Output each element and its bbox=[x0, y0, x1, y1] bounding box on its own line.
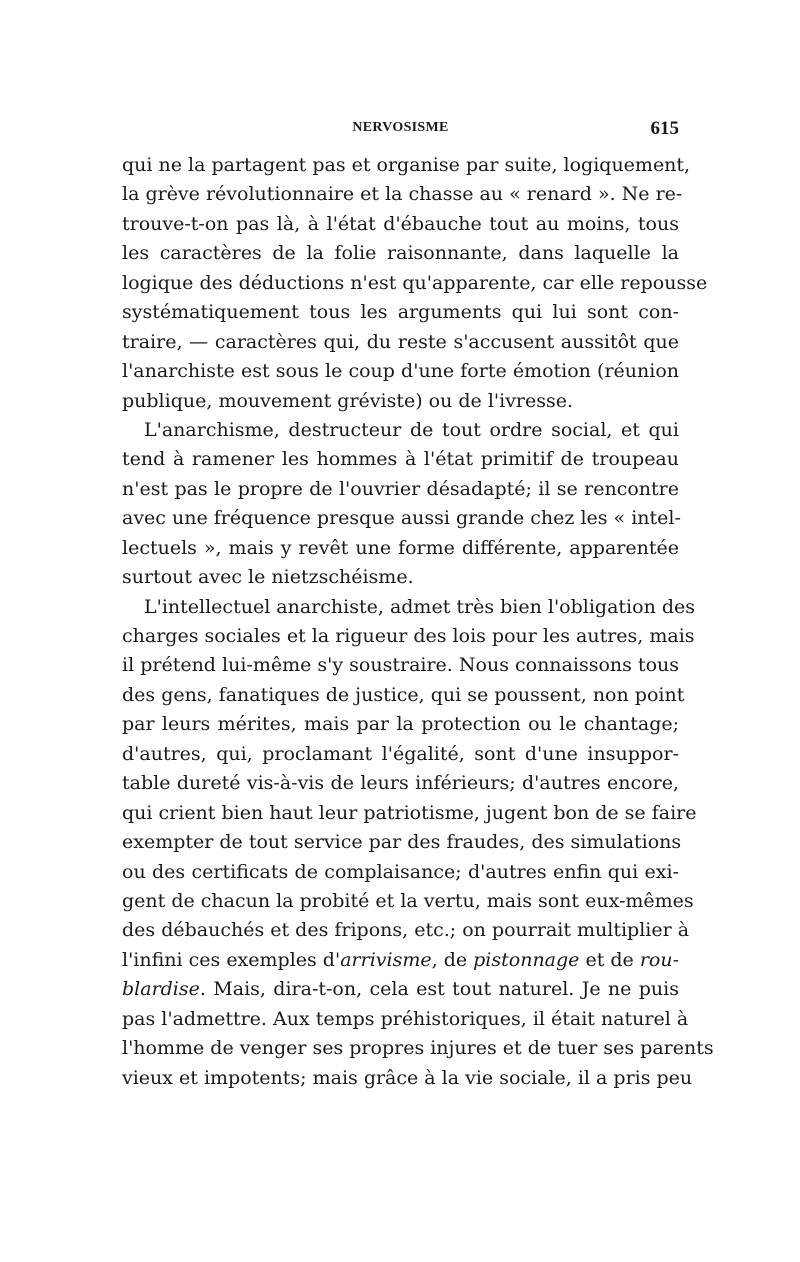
text-line bbox=[122, 593, 696, 622]
text-line bbox=[122, 357, 679, 386]
text-line bbox=[122, 887, 694, 916]
text-run: tend à ramener les hommes à l'état primitif de troupeau bbox=[122, 448, 679, 471]
text-line bbox=[122, 681, 685, 710]
text-run: trouve-t-on pas là, à l'état d'ébauche tout au moins, tous bbox=[122, 212, 679, 235]
text-line bbox=[122, 916, 690, 945]
text-line bbox=[122, 1064, 693, 1093]
text-run: avec une fréquence presque aussi grande chez les « intel- bbox=[122, 507, 681, 530]
text-run: ou des certificats de complaisance; d'autres enfin qui exi- bbox=[122, 860, 679, 883]
text-run: il prétend lui-même s'y soustraire. Nous connaissons tous bbox=[122, 654, 679, 677]
italic-text: rou- bbox=[639, 948, 680, 971]
text-run: n'est pas le propre de l'ouvrier désadapté; il se rencontre bbox=[122, 477, 679, 500]
text-run: logique des déductions n'est qu'apparente, car elle repousse bbox=[122, 271, 708, 294]
text-line bbox=[122, 946, 679, 975]
text-line bbox=[122, 975, 679, 1004]
text-line bbox=[122, 563, 679, 592]
text-run: L'anarchisme, destructeur de tout ordre social, et qui bbox=[144, 418, 679, 441]
text-run: et de bbox=[579, 948, 640, 971]
text-run: l'homme de venger ses propres injures et de tuer ses parents bbox=[122, 1037, 714, 1060]
text-run: . Mais, dira-t-on, cela est tout naturel. Je ne puis bbox=[199, 978, 679, 1001]
text-run: , de bbox=[431, 948, 474, 971]
text-line bbox=[122, 651, 679, 680]
text-line bbox=[122, 828, 682, 857]
text-line bbox=[122, 858, 679, 887]
text-line bbox=[122, 534, 679, 563]
text-run: des débauchés et des fripons, etc.; on pourrait multiplier à bbox=[122, 919, 690, 942]
text-line bbox=[122, 239, 679, 268]
text-line bbox=[122, 710, 679, 739]
text-line bbox=[122, 445, 679, 474]
text-line bbox=[122, 180, 683, 209]
text-run: traire, — caractères qui, du reste s'accusent aussitôt que bbox=[122, 330, 679, 353]
text-run: qui crient bien haut leur patriotisme, jugent bon de se faire bbox=[122, 801, 697, 824]
text-run: les caractères de la folie raisonnante, dans laquelle la bbox=[122, 242, 679, 265]
italic-text: arrivisme bbox=[340, 948, 432, 971]
italic-text: blardise bbox=[122, 978, 200, 1001]
text-line bbox=[122, 328, 679, 357]
page-number: 615 bbox=[650, 118, 679, 139]
text-run: l'anarchiste est sous le coup d'une forte émotion (réunion bbox=[122, 360, 679, 383]
paragraph bbox=[122, 151, 708, 416]
text-run: l'infini ces exemples d' bbox=[122, 948, 341, 971]
italic-text: pistonnage bbox=[473, 948, 580, 971]
text-line bbox=[122, 1034, 714, 1063]
text-line bbox=[122, 740, 679, 769]
running-head bbox=[122, 118, 679, 142]
text-line bbox=[122, 387, 679, 416]
text-line bbox=[122, 622, 695, 651]
text-line bbox=[122, 298, 679, 327]
text-line bbox=[122, 269, 708, 298]
text-line bbox=[122, 1005, 689, 1034]
text-run: gent de chacun la probité et la vertu, mais sont eux-mêmes bbox=[122, 889, 694, 912]
text-run: vieux et impotents; mais grâce à la vie sociale, il a pris peu bbox=[122, 1066, 693, 1089]
text-run: par leurs mérites, mais par la protection ou le chantage; bbox=[122, 713, 679, 736]
text-run: la grève révolutionnaire et la chasse au « renard ». Ne re- bbox=[122, 183, 683, 206]
text-run: charges sociales et la rigueur des lois pour les autres, mais bbox=[122, 625, 695, 647]
text-run: qui ne la partagent pas et organise par suite, logiquement, bbox=[122, 154, 691, 176]
text-line bbox=[122, 769, 679, 798]
text-line bbox=[122, 504, 679, 533]
text-run: des gens, fanatiques de justice, qui se poussent, non point bbox=[122, 683, 685, 706]
text-run: d'autres, qui, proclamant l'égalité, sont d'une insuppor- bbox=[122, 742, 679, 765]
paragraph bbox=[122, 416, 679, 593]
text-run: L'intellectuel anarchiste, admet très bien l'obligation des bbox=[144, 595, 696, 618]
text-run: systématiquement tous les arguments qui lui sont con- bbox=[122, 301, 679, 324]
paragraph bbox=[122, 593, 714, 1093]
text-run: surtout avec le nietzschéisme. bbox=[122, 566, 414, 589]
text-run: exempter de tout service par des fraudes, des simulations bbox=[122, 831, 682, 854]
text-run: table dureté vis-à-vis de leurs inférieurs; d'autres encore, bbox=[122, 772, 679, 795]
text-run: lectuels », mais y revêt une forme différente, apparentée bbox=[122, 536, 679, 559]
text-line bbox=[122, 475, 679, 504]
body-text bbox=[122, 151, 714, 1093]
running-title: NERVOSISME bbox=[352, 120, 449, 135]
text-run: pas l'admettre. Aux temps préhistoriques, il était naturel à bbox=[122, 1007, 689, 1030]
text-line bbox=[122, 210, 679, 239]
text-run: publique, mouvement gréviste) ou de l'ivresse. bbox=[122, 389, 574, 412]
text-line bbox=[122, 416, 679, 445]
text-line bbox=[122, 151, 691, 180]
text-line bbox=[122, 799, 697, 828]
